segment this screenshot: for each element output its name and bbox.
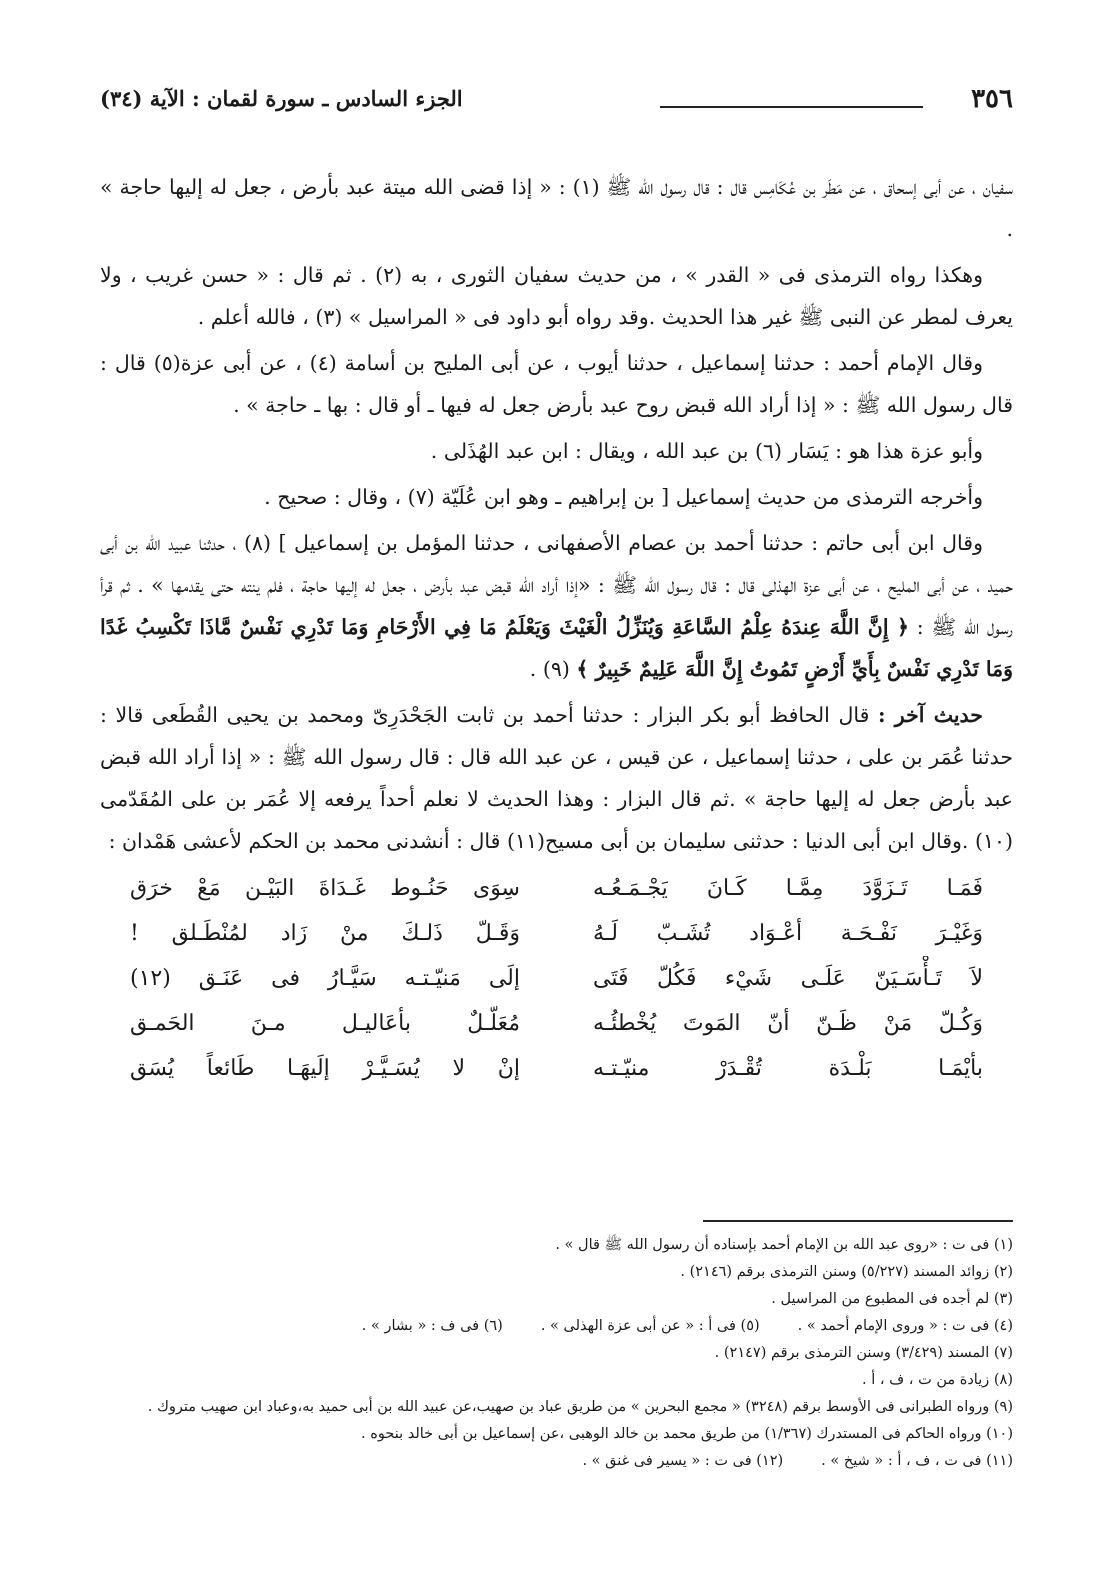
paragraph: سفيان ، عن أبى إسحاق ، عن مَطَر بن عُكَامِس قال : قال رسول الله ﷺ (١) : « إذا قضى الله ميتة عبد بأرض ، جعل له إليها حاجة » . — [100, 175, 1014, 241]
footnote: (١٠) ورواه الحاكم فى المستدرك (١/٣٦٧) من طريق محمد بن خالد الوهبى ،عن إسماعيل بن أبى خالد بنحوه . — [361, 1426, 1013, 1442]
running-title: الجزء السادس ـ سورة لقمان : الآية (٣٤) — [100, 86, 463, 111]
footnote-row — [100, 1448, 1013, 1475]
hadith-text: قال الحافظ أبو بكر البزار : حدثنا أحمد بن ثابت الجَحْدَرِىّ ومحمد بن يحيى القُطَعى قالا : حدثنا عُمَر بن على ، حدثنا إسماعيل ، عن قيس ، عن عبد الله قال : قال رسول الله ﷺ : « إذا أراد الله قبض عبد بأرض جعل له إليها حاجة » .ثم قال البزار : وهذا الحديث لا نعلم أحداً يرفعه إلا عُمَر بن على المُقَدّمى (١٠) .وقال ابن أبى الدنيا : حدثنى سليمان بن أبى مسيح(١١) قال : أنشدنى محمد بن الحكم لأعشى هَمْدان : — [100, 703, 1013, 853]
quran-ref: (٩) . — [529, 657, 570, 681]
poem-second-hemistich: مُعَلّـلٌ بأعَاليـل مـنَ الحَمـق — [130, 1011, 520, 1036]
poem-first-hemistich: وَغَيْـرَ نَفْـحَـة أعْـوَاد تُشَـبّ لَـهُ — [593, 921, 983, 946]
quran-verse: ﴿ إِنَّ اللَّهَ عِندَهُ عِلْمُ السَّاعَةِ وَيُنَزِّلُ الْغَيْثَ وَيَعْلَمُ مَا فِي الأَرْحَامِ وَمَا تَدْرِي نَفْسٌ مَّاذَا تَكْسِبُ غَدًا وَمَا تَدْرِي نَفْسٌ بِأَيِّ أَرْضٍ تَمُوتُ إِنَّ اللَّهَ عَلِيمٌ خَبِيرٌ ﴾ — [100, 615, 1013, 681]
footnote: (٧) المسند (٣/٤٢٩) وسنن الترمذى برقم (٢١٤٧) . — [714, 1345, 1013, 1361]
footnote: (١١) فى ت ، ف ، أ : « شيخ » . — [821, 1453, 1013, 1469]
footnote: (٥) فى أ : « عن أبى عزة الهذلى » . — [540, 1318, 760, 1334]
paragraph: وهكذا رواه الترمذى فى « القدر » ، من حديث سفيان الثورى ، به (٢) . ثم قال : « حسن غريب ، ولا يعرف لمطر عن النبى ﷺ غير هذا الحديث .وقد رواه أبو داود فى « المراسيل » (٣) ، فالله أعلم . — [100, 263, 1013, 329]
footnote: (١) فى ت : «روى عبد الله بن الإمام أحمد بإسناده أن رسول الله ﷺ قال » . — [555, 1237, 1013, 1253]
poem-second-hemistich: إلَى مَنيّـتـه سَيَّـارُ فى عَنَـق (١٢) — [130, 966, 520, 991]
paragraph-hadith — [100, 694, 1013, 862]
paragraph: وقال الإمام أحمد : حدثنا إسماعيل ، حدثنا أيوب ، عن أبى المليح بن أسامة (٤) ، عن أبى عزة(٥) قال : قال رسول الله ﷺ : « إذا أراد الله قبض روح عبد بأرض جعل له فيها ـ أو قال : بها ـ حاجة » . — [100, 351, 1013, 417]
poem-second-hemistich: سِوَى حَنُـوط غَـدَاةَ البَيْـن مَعْ خرَق — [130, 876, 520, 901]
footnotes — [100, 1232, 1013, 1475]
paragraph: وأخرجه الترمذى من حديث إسماعيل [ بن إبراهيم ـ وهو ابن عُلَيّة (٧) ، وقال : صحيح . — [264, 485, 983, 509]
poem-verse — [100, 1001, 1013, 1046]
page-header — [100, 84, 1013, 120]
poem-first-hemistich: لاَ تَـأْسَـيَنّ عَلَـى شَيْء فَكُلّ فَتَى — [593, 966, 983, 991]
poem-verse — [100, 911, 1013, 956]
hatim-intro: وقال ابن أبى حاتم : حدثنا أحمد بن عصام الأصفهانى ، حدثنا المؤمل بن إسماعيل ] (٨) ، حدثنا عبيد الله بن أبى حميد ، عن أبى المليح ، عن أبى عزة الهذلى قال : قال رسول الله ﷺ : «إذا أراد الله قبض عبد بأرض ، جعل له إليها حاجة ، فلم ينته حتى يقدمها » . ثم قرأ رسول الله ﷺ : — [100, 531, 1013, 639]
poem-first-hemistich: فَمَـا تَـزَوَّدَ مِمَّـا كَـانَ يَجْـمَـعُـه — [593, 876, 983, 901]
paragraph: وأبو عزة هذا هو : يَسَار (٦) بن عبد الله ، ويقال : ابن عبد الهُذَلى . — [430, 439, 983, 463]
main-text — [100, 166, 1013, 1091]
paragraph-hatim — [100, 522, 1013, 690]
poem-second-hemistich: إنْ لا يُسَـيَّـرْ إلَيهَـا طَائعاً يُسَق — [130, 1056, 520, 1081]
page-number: ٣٥٦ — [971, 84, 1013, 114]
footnote: (٨) زيادة من ت ، ف ، أ . — [862, 1372, 1013, 1388]
poem-verse — [100, 866, 1013, 911]
header-rule — [660, 106, 923, 108]
poem-verse — [100, 956, 1013, 1001]
footnote: (٦) فى ف : « بشار » . — [361, 1318, 503, 1334]
footnote: (١٢) فى ت : « يسير فى غنق » . — [582, 1453, 784, 1469]
poem-second-hemistich: وَقَـلّ ذَلـكَ منْ زَاد لمُنْطَـلق ! — [130, 921, 520, 946]
poem-verse — [100, 1046, 1013, 1091]
poem-first-hemistich: بأيْمَـا بَلْـدَة تُقْـدَرْ منيّـتـه — [593, 1056, 983, 1081]
poem — [100, 866, 1013, 1091]
footnote: (٣) لم أجده فى المطبوع من المراسيل . — [771, 1291, 1013, 1307]
footnote: (٢) زوائد المسند (٥/٢٢٧) وسنن الترمذى برقم (٢١٤٦) . — [680, 1264, 1013, 1280]
footnote: (٩) ورواه الطبرانى فى الأوسط برقم (٣٢٤٨) « مجمع البحرين » من طريق عباد بن صهيب،عن عبيد الله بن أبى حميد به،وعباد ابن صهيب متروك . — [147, 1399, 1013, 1415]
poem-first-hemistich: وَكُـلّ مَنْ ظَـنّ أنّ المَوتَ يُخْطئُـه — [593, 1011, 983, 1036]
footnote: (٤) فى ت : « وروى الإمام أحمد » . — [797, 1318, 1013, 1334]
hadith-lead: حديث آخر : — [878, 703, 983, 727]
footnote-row — [100, 1313, 1013, 1340]
footnote-rule — [703, 1220, 1013, 1222]
